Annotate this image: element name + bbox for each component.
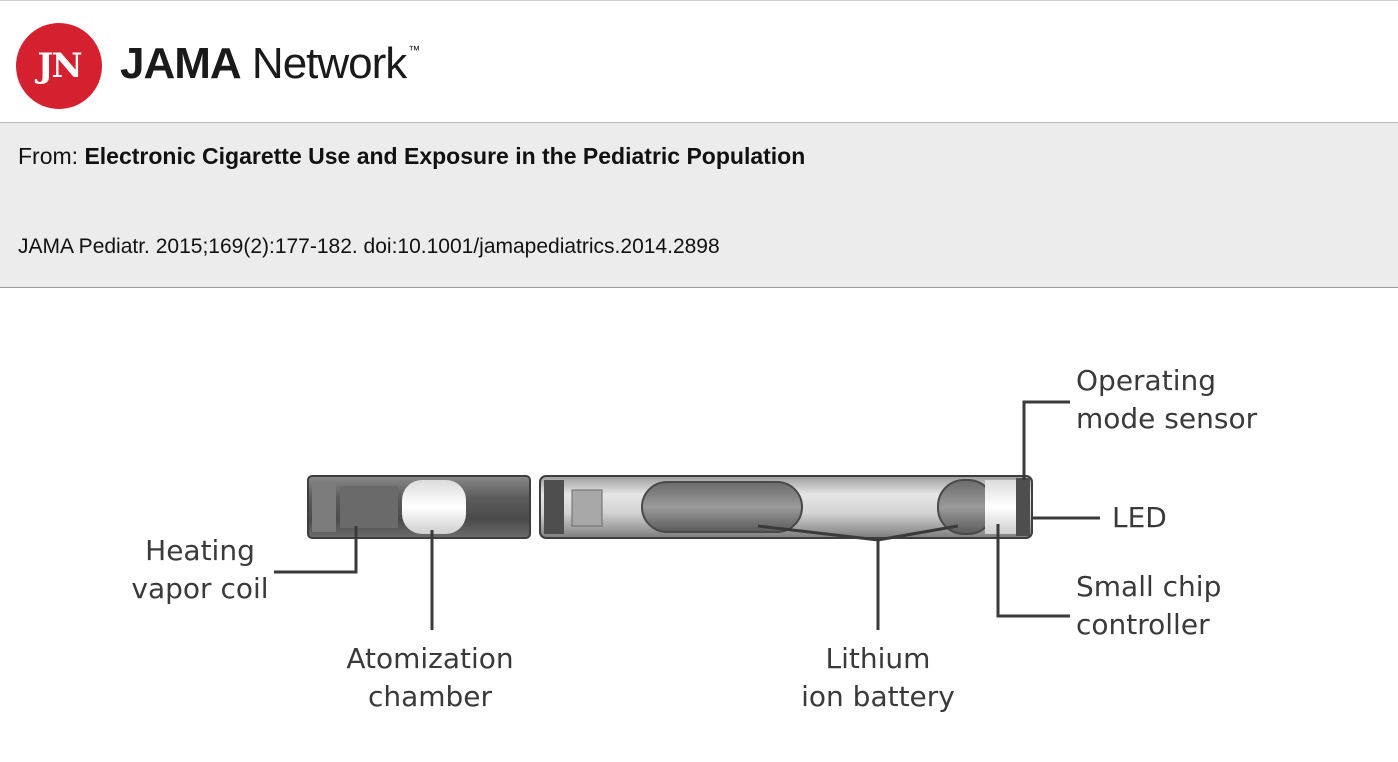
brand-light: Network <box>251 39 407 88</box>
heating-vapor-coil-line-2: vapor coil <box>131 572 269 605</box>
lithium-ion-battery-line-2: ion battery <box>801 680 955 713</box>
label-operating-mode-sensor <box>1076 362 1257 438</box>
header-bar <box>0 0 1398 120</box>
heating-vapor-coil-line-1: Heating <box>145 534 255 567</box>
small-chip-controller-line-1: Small chip <box>1076 570 1222 603</box>
source-line <box>18 143 805 170</box>
atomizer-cartridge <box>308 476 530 538</box>
article-reference: JAMA Pediatr. 2015;169(2):177-182. doi:10.1001/jamapediatrics.2014.2898 <box>18 235 720 258</box>
ecigarette-illustration <box>0 290 1398 762</box>
article-title[interactable]: Electronic Cigarette Use and Exposure in the Pediatric Population <box>84 143 806 169</box>
citation-panel <box>0 122 1398 288</box>
lithium-ion-battery-line-1: Lithium <box>825 642 931 675</box>
atomization-chamber-line-1: Atomization <box>346 642 514 675</box>
operating-mode-sensor-line-1: Operating <box>1076 364 1216 397</box>
label-atomization-chamber <box>330 640 530 716</box>
label-heating-vapor-coil <box>120 532 280 608</box>
label-led: LED <box>1112 501 1167 534</box>
jama-network-logo[interactable] <box>16 23 102 109</box>
ecigarette-diagram <box>0 290 1398 762</box>
label-lithium-ion-battery <box>768 640 988 716</box>
operating-mode-sensor-line-2: mode sensor <box>1076 402 1258 435</box>
brand-name[interactable] <box>120 39 419 89</box>
brand-strong: JAMA <box>120 39 241 88</box>
label-small-chip-controller <box>1076 568 1221 644</box>
logo-monogram: JN <box>37 46 81 86</box>
brand-trademark: ™ <box>408 43 420 57</box>
from-prefix: From: <box>18 143 79 169</box>
atomization-chamber-line-2: chamber <box>367 680 493 713</box>
small-chip-controller-line-2: controller <box>1076 608 1210 641</box>
